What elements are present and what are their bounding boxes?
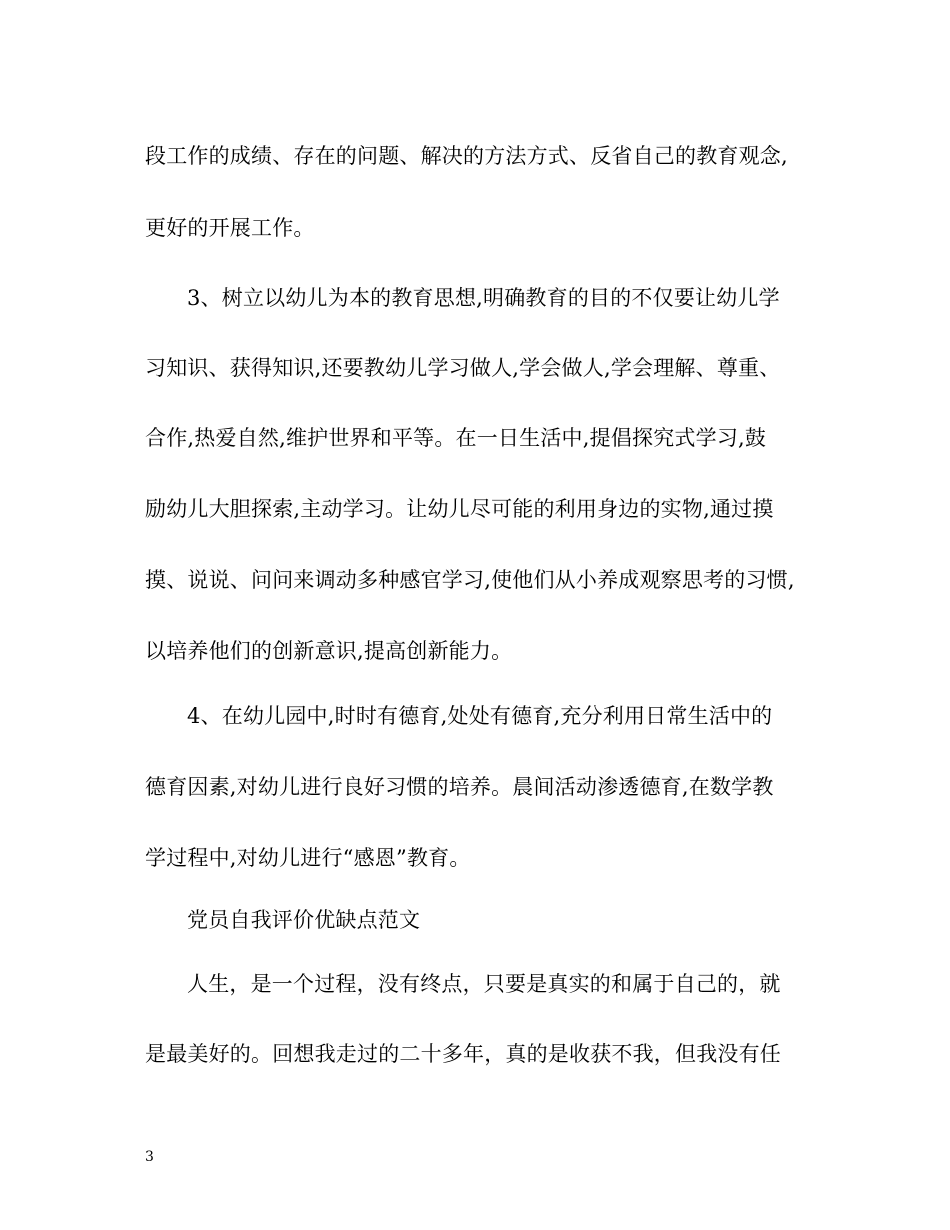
section-heading: 党员自我评价优缺点范文 [187, 908, 421, 932]
page-number: 3 [145, 1149, 154, 1165]
text-line: 德育因素,对幼儿进行良好习惯的培养。晨间活动渗透德育,在数学教 [145, 775, 774, 799]
text-line: 励幼儿大胆探索,主动学习。让幼儿尽可能的利用身边的实物,通过摸 [145, 497, 774, 521]
paragraph-start-line: 4、在幼儿园中,时时有德育,处处有德育,充分利用日常生活中的 [187, 704, 773, 728]
paragraph-start-line: 人生，是一个过程，没有终点，只要是真实的和属于自己的，就 [187, 972, 781, 996]
text-line: 段工作的成绩、存在的问题、解决的方法方式、反省自己的教育观念, [145, 144, 788, 168]
text-line: 习知识、获得知识,还要教幼儿学习做人,学会做人,学会理解、尊重、 [145, 356, 781, 380]
paragraph-start-line: 3、树立以幼儿为本的教育思想,明确教育的目的不仅要让幼儿学 [187, 286, 780, 310]
text-line: 更好的开展工作。 [145, 216, 315, 240]
text-line: 合作,热爱自然,维护世界和平等。在一日生活中,提倡探究式学习,鼓 [145, 426, 767, 450]
text-line: 学过程中,对幼儿进行“感恩”教育。 [145, 846, 471, 870]
text-line: 以培养他们的创新意识,提高创新能力。 [145, 639, 513, 663]
text-line: 是最美好的。回想我走过的二十多年，真的是收获不我，但我没有任 [145, 1042, 781, 1066]
text-line: 摸、说说、问问来调动多种感官学习,使他们从小养成观察思考的习惯, [145, 568, 795, 592]
